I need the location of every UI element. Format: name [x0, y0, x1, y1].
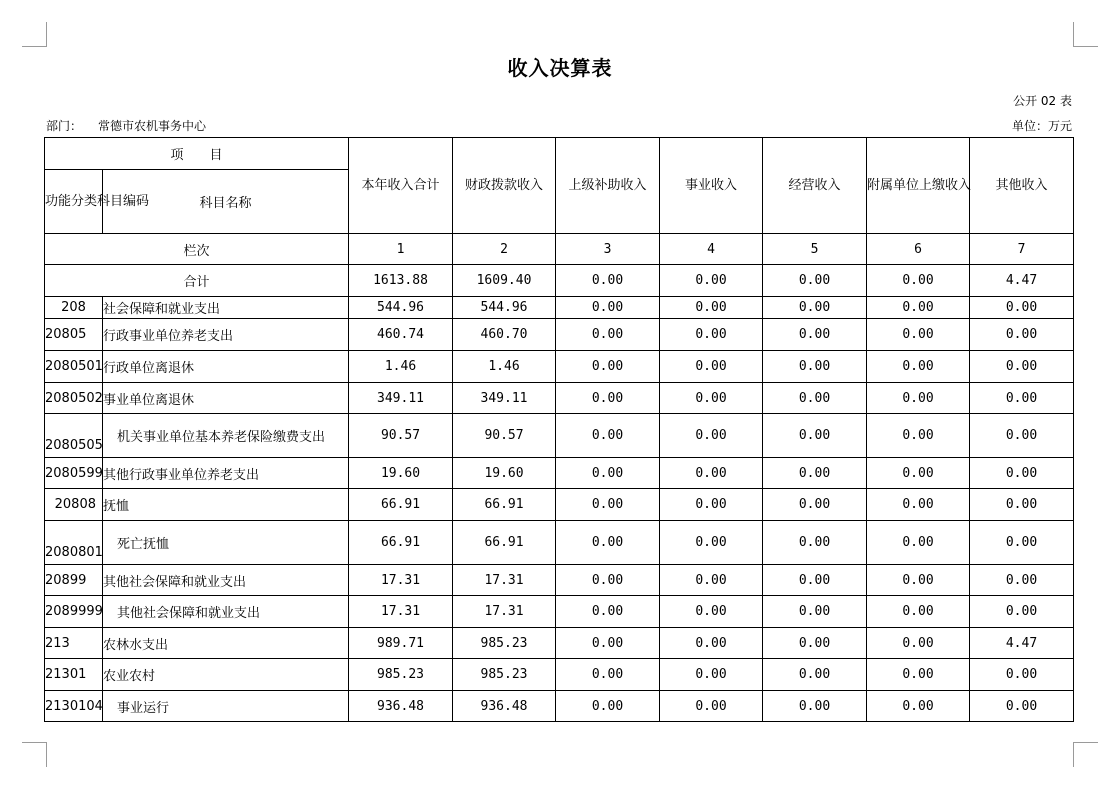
table-cell: 17.31 [349, 596, 453, 628]
row-index-label: 栏次 [45, 234, 349, 265]
table-cell: 0.00 [970, 383, 1074, 414]
table-cell: 0.00 [763, 521, 867, 565]
table-row [45, 351, 1074, 383]
table-cell: 0.00 [763, 351, 867, 383]
table-cell: 0.00 [556, 297, 660, 319]
col-number: 1 [349, 234, 453, 265]
table-cell: 4.47 [970, 628, 1074, 659]
table-cell: 66.91 [349, 489, 453, 521]
table-cell: 0.00 [660, 458, 763, 489]
table-cell: 19.60 [453, 458, 556, 489]
table-cell: 0.00 [763, 265, 867, 297]
row-name: 行政事业单位养老支出 [103, 319, 349, 351]
table-cell: 66.91 [453, 489, 556, 521]
table-row [45, 628, 1074, 659]
table-cell: 17.31 [453, 565, 556, 596]
department-name: 常德市农机事务中心 [98, 119, 207, 133]
table-row [45, 297, 1074, 319]
table-cell: 0.00 [867, 297, 970, 319]
table-cell: 936.48 [453, 691, 556, 722]
crop-mark-bottom-left [22, 742, 47, 767]
table-cell: 985.23 [453, 628, 556, 659]
total-label: 合计 [45, 265, 349, 297]
table-cell: 0.00 [970, 596, 1074, 628]
row-name: 其他社会保障和就业支出 [103, 565, 349, 596]
page-title: 收入决算表 [507, 56, 613, 80]
table-cell: 0.00 [970, 691, 1074, 722]
table-cell: 0.00 [556, 383, 660, 414]
row-name: 机关事业单位基本养老保险缴费支出 [103, 414, 349, 458]
table-cell: 0.00 [660, 414, 763, 458]
table-cell: 0.00 [867, 351, 970, 383]
row-code: 20805 [45, 319, 103, 351]
header-item: 项 目 [45, 138, 349, 170]
header-code: 功能分类科目编码 [45, 170, 103, 234]
table-cell: 0.00 [556, 265, 660, 297]
table-cell: 985.23 [349, 659, 453, 691]
table-cell: 0.00 [556, 351, 660, 383]
form-number: 公开 02 表 [1013, 94, 1072, 108]
table-cell: 17.31 [453, 596, 556, 628]
table-cell: 460.74 [349, 319, 453, 351]
table-cell: 66.91 [453, 521, 556, 565]
table-cell: 0.00 [763, 659, 867, 691]
table-row [45, 458, 1074, 489]
table-cell: 66.91 [349, 521, 453, 565]
col-number: 5 [763, 234, 867, 265]
crop-mark-top-left [22, 22, 47, 47]
header-affiliate-income: 附属单位上缴收入 [867, 138, 970, 234]
table-cell: 989.71 [349, 628, 453, 659]
table-cell: 0.00 [556, 565, 660, 596]
table-cell: 90.57 [453, 414, 556, 458]
col-number: 3 [556, 234, 660, 265]
table-cell: 0.00 [660, 628, 763, 659]
table-cell: 0.00 [867, 521, 970, 565]
table-cell: 0.00 [660, 691, 763, 722]
table-cell: 0.00 [660, 489, 763, 521]
row-code: 20808 [45, 489, 103, 521]
table-cell: 0.00 [970, 319, 1074, 351]
row-name: 事业单位离退休 [103, 383, 349, 414]
table-cell: 0.00 [867, 596, 970, 628]
table-cell: 1.46 [453, 351, 556, 383]
table-cell: 0.00 [660, 319, 763, 351]
table-cell: 0.00 [867, 489, 970, 521]
row-name: 行政单位离退休 [103, 351, 349, 383]
table-cell: 0.00 [660, 351, 763, 383]
table-header [45, 138, 1074, 297]
table-cell: 0.00 [970, 458, 1074, 489]
header-total-income: 本年收入合计 [349, 138, 453, 234]
table-cell: 17.31 [349, 565, 453, 596]
table-cell: 0.00 [556, 628, 660, 659]
row-name: 其他社会保障和就业支出 [103, 596, 349, 628]
table-cell: 0.00 [867, 458, 970, 489]
table-cell: 0.00 [660, 659, 763, 691]
table-cell: 0.00 [763, 691, 867, 722]
table-cell: 0.00 [763, 596, 867, 628]
table-cell: 19.60 [349, 458, 453, 489]
table-cell: 0.00 [556, 691, 660, 722]
table-cell: 0.00 [556, 489, 660, 521]
table-cell: 0.00 [556, 521, 660, 565]
table-cell: 1613.88 [349, 265, 453, 297]
col-number: 6 [867, 234, 970, 265]
header-operating-income: 经营收入 [763, 138, 867, 234]
total-row [45, 265, 1074, 297]
header-name: 科目名称 [103, 170, 349, 234]
table-cell: 0.00 [970, 351, 1074, 383]
row-name: 事业运行 [103, 691, 349, 722]
col-number: 4 [660, 234, 763, 265]
table-cell: 0.00 [970, 565, 1074, 596]
table-cell: 0.00 [867, 659, 970, 691]
table-cell: 0.00 [970, 521, 1074, 565]
table-cell: 1.46 [349, 351, 453, 383]
table-cell: 0.00 [763, 489, 867, 521]
table-cell: 0.00 [556, 319, 660, 351]
table-cell: 0.00 [660, 596, 763, 628]
table-cell: 0.00 [763, 414, 867, 458]
table-cell: 0.00 [867, 319, 970, 351]
table-cell: 0.00 [660, 565, 763, 596]
table-cell: 0.00 [867, 383, 970, 414]
table-cell: 0.00 [970, 297, 1074, 319]
row-name: 其他行政事业单位养老支出 [103, 458, 349, 489]
table-cell: 0.00 [763, 297, 867, 319]
table-cell: 0.00 [867, 265, 970, 297]
table-cell: 0.00 [970, 659, 1074, 691]
table-cell: 0.00 [556, 659, 660, 691]
table-cell: 0.00 [763, 383, 867, 414]
table-row [45, 383, 1074, 414]
row-code: 2089999 [45, 596, 103, 628]
table-cell: 0.00 [660, 383, 763, 414]
row-code: 208 [45, 297, 103, 319]
col-number: 7 [970, 234, 1074, 265]
department-info [46, 117, 206, 134]
table-cell: 0.00 [660, 297, 763, 319]
table-cell: 0.00 [970, 414, 1074, 458]
department-label: 部门： [46, 119, 83, 133]
row-name: 农业农村 [103, 659, 349, 691]
table-cell: 1609.40 [453, 265, 556, 297]
table-cell: 0.00 [763, 565, 867, 596]
row-code: 2080801 [45, 521, 103, 565]
header-fiscal-allocation: 财政拨款收入 [453, 138, 556, 234]
row-code: 21301 [45, 659, 103, 691]
table-cell: 0.00 [660, 521, 763, 565]
row-name: 抚恤 [103, 489, 349, 521]
table-cell: 936.48 [349, 691, 453, 722]
row-code: 213 [45, 628, 103, 659]
row-code: 2080505 [45, 414, 103, 458]
row-code: 2080502 [45, 383, 103, 414]
col-number: 2 [453, 234, 556, 265]
table-row [45, 521, 1074, 565]
table-cell: 0.00 [970, 489, 1074, 521]
income-table [44, 137, 1074, 722]
table-row [45, 565, 1074, 596]
row-code: 20899 [45, 565, 103, 596]
table-cell: 460.70 [453, 319, 556, 351]
header-superior-subsidy: 上级补助收入 [556, 138, 660, 234]
row-code: 2130104 [45, 691, 103, 722]
table-cell: 0.00 [660, 265, 763, 297]
row-name: 社会保障和就业支出 [103, 297, 349, 319]
table-cell: 0.00 [867, 414, 970, 458]
table-cell: 349.11 [349, 383, 453, 414]
table-cell: 985.23 [453, 659, 556, 691]
row-code: 2080599 [45, 458, 103, 489]
row-name: 农林水支出 [103, 628, 349, 659]
table-cell: 0.00 [763, 319, 867, 351]
table-cell: 4.47 [970, 265, 1074, 297]
table-row [45, 691, 1074, 722]
table-cell: 349.11 [453, 383, 556, 414]
table-row [45, 596, 1074, 628]
header-business-income: 事业收入 [660, 138, 763, 234]
table-row [45, 489, 1074, 521]
row-code: 2080501 [45, 351, 103, 383]
table-cell: 0.00 [763, 628, 867, 659]
table-cell: 544.96 [453, 297, 556, 319]
table-cell: 544.96 [349, 297, 453, 319]
table-cell: 0.00 [556, 458, 660, 489]
table-cell: 90.57 [349, 414, 453, 458]
table-cell: 0.00 [556, 414, 660, 458]
table-row [45, 319, 1074, 351]
crop-mark-bottom-right [1073, 742, 1098, 767]
table-cell: 0.00 [556, 596, 660, 628]
table-row [45, 414, 1074, 458]
table-body [45, 297, 1074, 722]
unit-label: 单位：万元 [1011, 119, 1072, 133]
table-cell: 0.00 [867, 628, 970, 659]
header-other-income: 其他收入 [970, 138, 1074, 234]
table-row [45, 659, 1074, 691]
crop-mark-top-right [1073, 22, 1098, 47]
row-name: 死亡抚恤 [103, 521, 349, 565]
table-cell: 0.00 [867, 691, 970, 722]
table-cell: 0.00 [867, 565, 970, 596]
table-cell: 0.00 [763, 458, 867, 489]
